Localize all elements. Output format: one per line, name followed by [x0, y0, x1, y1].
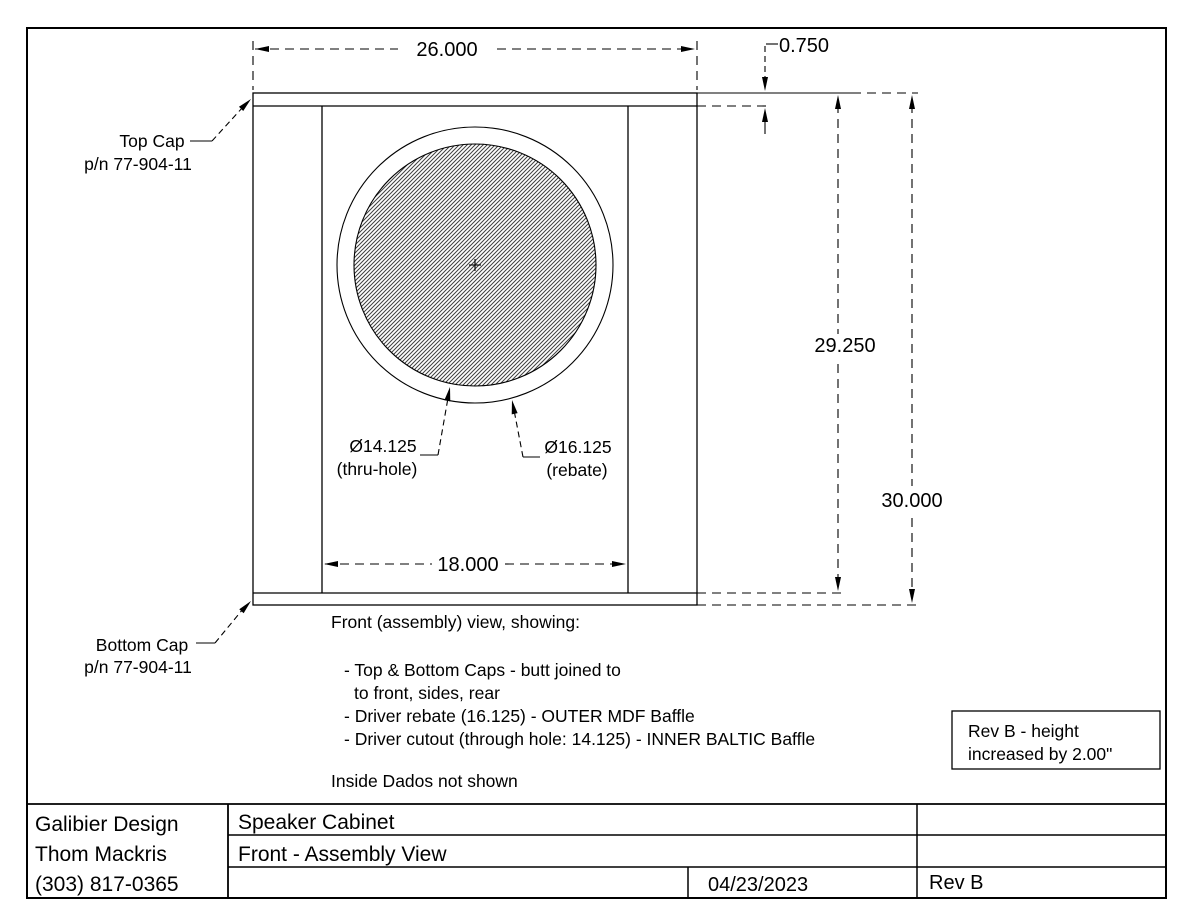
title-block [27, 804, 1166, 898]
bottom-cap-part-number: p/n 77-904-11 [84, 657, 192, 677]
notes-heading: Front (assembly) view, showing: [331, 612, 580, 632]
bottom-cap-label: Bottom Cap [95, 635, 189, 655]
top-cap-part-number: p/n 77-904-11 [84, 154, 192, 174]
dim-overall-width [255, 39, 695, 61]
thru-hole-sub-label: (thru-hole) [336, 459, 418, 479]
thru-hole-callout [337, 386, 453, 479]
notes-footer: Inside Dados not shown [331, 771, 518, 791]
revision-note-line1: Rev B - height [968, 721, 1079, 741]
notes-item-1b: to front, sides, rear [354, 683, 500, 703]
rebate-dia-label: Ø16.125 [544, 437, 612, 457]
rebate-sub-label: (rebate) [546, 460, 608, 480]
phone-number: (303) 817-0365 [35, 873, 179, 896]
rebate-callout [509, 399, 612, 480]
revision-note-line2: increased by 2.00" [968, 744, 1113, 764]
dim-baffle-width-value: 18.000 [437, 554, 499, 576]
notes-item-1: - Top & Bottom Caps - butt joined to [344, 660, 621, 680]
notes-block [331, 612, 815, 791]
extension-lines [253, 41, 918, 605]
notes-item-2: - Driver rebate (16.125) - OUTER MDF Baffle [344, 706, 695, 726]
bottom-cap-callout [84, 599, 253, 677]
company-name: Galibier Design [35, 813, 179, 836]
thru-hole-dia-label: Ø14.125 [349, 436, 417, 456]
dim-inner-height-value: 29.250 [814, 335, 876, 357]
top-cap-label: Top Cap [119, 131, 185, 151]
dim-overall-height [881, 95, 942, 603]
dim-cap-thickness [762, 35, 829, 134]
revision-note-box [952, 711, 1160, 769]
driver-circles [337, 127, 613, 403]
notes-item-3: - Driver cutout (through hole: 14.125) - INNER BALTIC Baffle [344, 729, 816, 749]
drawing-revision: Rev B [929, 872, 984, 894]
dim-overall-height-value: 30.000 [881, 490, 943, 512]
drawing-date: 04/23/2023 [708, 874, 809, 896]
dim-inner-height [814, 95, 875, 591]
author-name: Thom Mackris [35, 843, 167, 866]
dim-overall-width-value: 26.000 [416, 39, 478, 61]
drawing-title: Speaker Cabinet [238, 811, 395, 834]
drawing-subtitle: Front - Assembly View [238, 843, 447, 866]
dim-baffle-width [324, 554, 626, 576]
top-cap-callout [84, 97, 253, 174]
dim-cap-thickness-value: 0.750 [779, 35, 830, 57]
